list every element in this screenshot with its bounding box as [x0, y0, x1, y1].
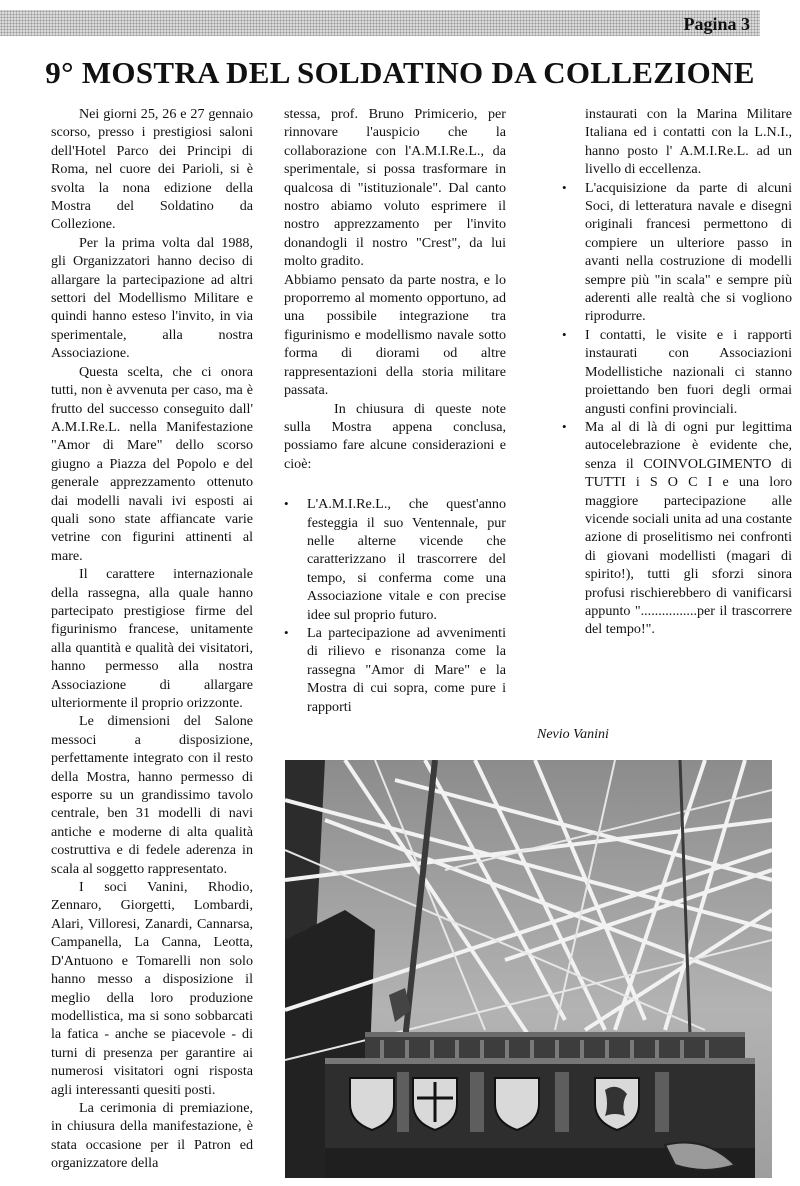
ship-model-photo: [285, 760, 772, 1178]
list-item-text: I contatti, le visite e i rapporti instaurati con Associazioni Modellistiche nazionali ci stanno proiettando ben fuori degli ormai angusti confini provinciali.: [585, 326, 792, 417]
column-3: [562, 105, 792, 639]
bullet-icon: •: [562, 418, 567, 434]
list-item: [284, 624, 506, 716]
list-item: [562, 179, 792, 326]
list-item: [284, 495, 506, 624]
ship-model-illustration: [285, 760, 772, 1178]
column-2: [284, 105, 506, 716]
list-item-text: L'A.M.I.Re.L., che quest'anno festeggia il suo Ventennale, pur nelle alterne vicende che caratterizzano il trascorrere del tempo, si conferma come una Associazione vitale e con precise idee sul proprio futuro.: [307, 496, 506, 623]
article-title: 9° MOSTRA DEL SOLDATINO DA COLLEZIONE: [45, 55, 755, 90]
list-item-continued: [562, 105, 792, 179]
paragraph: Per la prima volta dal 1988, gli Organizzatori hanno deciso di allargare la partecipazione ad altri settori del Modellismo Militare e quindi hanno esteso l'invito, in via sperimentale, alla nostra Associazione.: [51, 234, 253, 362]
header-band: [0, 10, 760, 36]
paragraph: Nei giorni 25, 26 e 27 gennaio scorso, presso i prestigiosi saloni dell'Hotel Parco dei Principi di Roma, nel cuore dei Parioli, si è svolta la nona edizione della Mostra del Soldatino da Collezione.: [51, 106, 253, 233]
list-item-text: L'acquisizione da parte di alcuni Soci, di letteratura navale e disegni originali francesi permettono di compiere un ulteriore passo in avanti nella costruzione di modelli sempre più "in scala" e sempre più aderenti alle realtà che si vogliono riprodurre.: [585, 179, 792, 325]
bullet-list: [284, 495, 506, 716]
author-signature: Nevio Vanini: [537, 727, 609, 742]
list-item-text: La partecipazione ad avvenimenti di rilievo e risonanza come la rassegna "Amor di Mare" e la Mostra di cui sopra, come pure i rapporti: [307, 624, 506, 715]
column-1: [51, 105, 253, 1173]
paragraph: stessa, prof. Bruno Primicerio, per rinnovare l'auspicio che la collaborazione con l'A.M.I.Re.L., da sperimentale, si possa trasformare in qualcosa di "istituzionale". Dal canto nostro abiamo voluto esprimere il nostro apprezzamento per l'invito donandogli il nostro "Crest", da lui molto gradito.: [284, 106, 506, 270]
list-item-text: Ma al di là di ogni pur legittima autocelebrazione è evidente che, senza il COINVOLGIMENTO di TUTTI i S O C I e una loro maggiore partecipazione alle vicende sociali unita ad una costante azione di proselitismo nei confronti di giovani modellisti (magari di spirito!), tutti gli sforzi sinora profusi rischierebbero di vanificarsi appunto "................per il trascorrere del tempo!".: [585, 418, 792, 638]
bullet-icon: •: [284, 496, 289, 512]
paragraph: Il carattere internazionale della rassegna, alla quale hanno partecipato prestigiose firme del figurinismo francese, unitamente alla quantità e qualità dei visitatori, hanno permesso alla nostra Associazione di allargare ulteriormente il proprio orizzonte.: [51, 566, 253, 711]
bullet-list: [562, 105, 792, 639]
list-item: [562, 418, 792, 639]
paragraph: Questa scelta, che ci onora tutti, non è avvenuta per caso, ma è frutto del successo conseguito dall' A.M.I.Re.L. nella Manifestazione "Amor di Mare" dello scorso giugno a Piazza del Popolo e del generale apprezzamento ottenuto dai modelli navali ivi esposti ai quali sono state affiancate varie vetrine con figurini attinenti al mare.: [51, 363, 253, 564]
paragraph: I soci Vanini, Rhodio, Zennaro, Giorgetti, Lombardi, Alari, Villoresi, Zanardi, Cannarsa, Campanella, La Canna, Leotta, D'Antuono e Tomarelli non solo hanno messo a disposizione il meglio della loro produzione modellistica, ma si sono sobbarcati la fatica - anche se piacevole - di turni di presenza per garantire ai numerosi visitatori ogni risposta agli interessanti quesiti posti.: [51, 879, 253, 1098]
paragraph: Le dimensioni del Salone messoci a disposizione, perfettamente integrato con il resto della Mostra, hanno permesso di esporre su un grandissimo tavolo centrale, ben 31 modelli di navi antiche e moderne di alta qualità costruttiva e di fedele aderenza in scala al soggetto rappresentato.: [51, 713, 253, 877]
bullet-icon: •: [562, 179, 567, 195]
page-number: Pagina 3: [683, 14, 750, 34]
list-item: [562, 326, 792, 418]
paragraph: Abbiamo pensato da parte nostra, e lo proporremo al momento opportuno, ad una possibile integrazione tra figurinismo e modellismo navale sotto forma di diorami od altre rappresentazioni della storia militare passata.: [284, 271, 506, 399]
paragraph: La cerimonia di premiazione, in chiusura della manifestazione, è stata occasione per il Patron ed organizzatore della: [51, 1099, 253, 1172]
bullet-icon: •: [284, 624, 289, 640]
list-item-text: instaurati con la Marina Militare Italiana ed i contatti con la L.N.I., hanno posto l' A.M.I.Re.L. ad un livello di eccellenza.: [585, 106, 792, 178]
bullet-icon: •: [562, 326, 567, 342]
paragraph: In chiusura di queste note sulla Mostra appena conclusa, possiamo fare alcune considerazioni e cioè:: [284, 400, 506, 472]
